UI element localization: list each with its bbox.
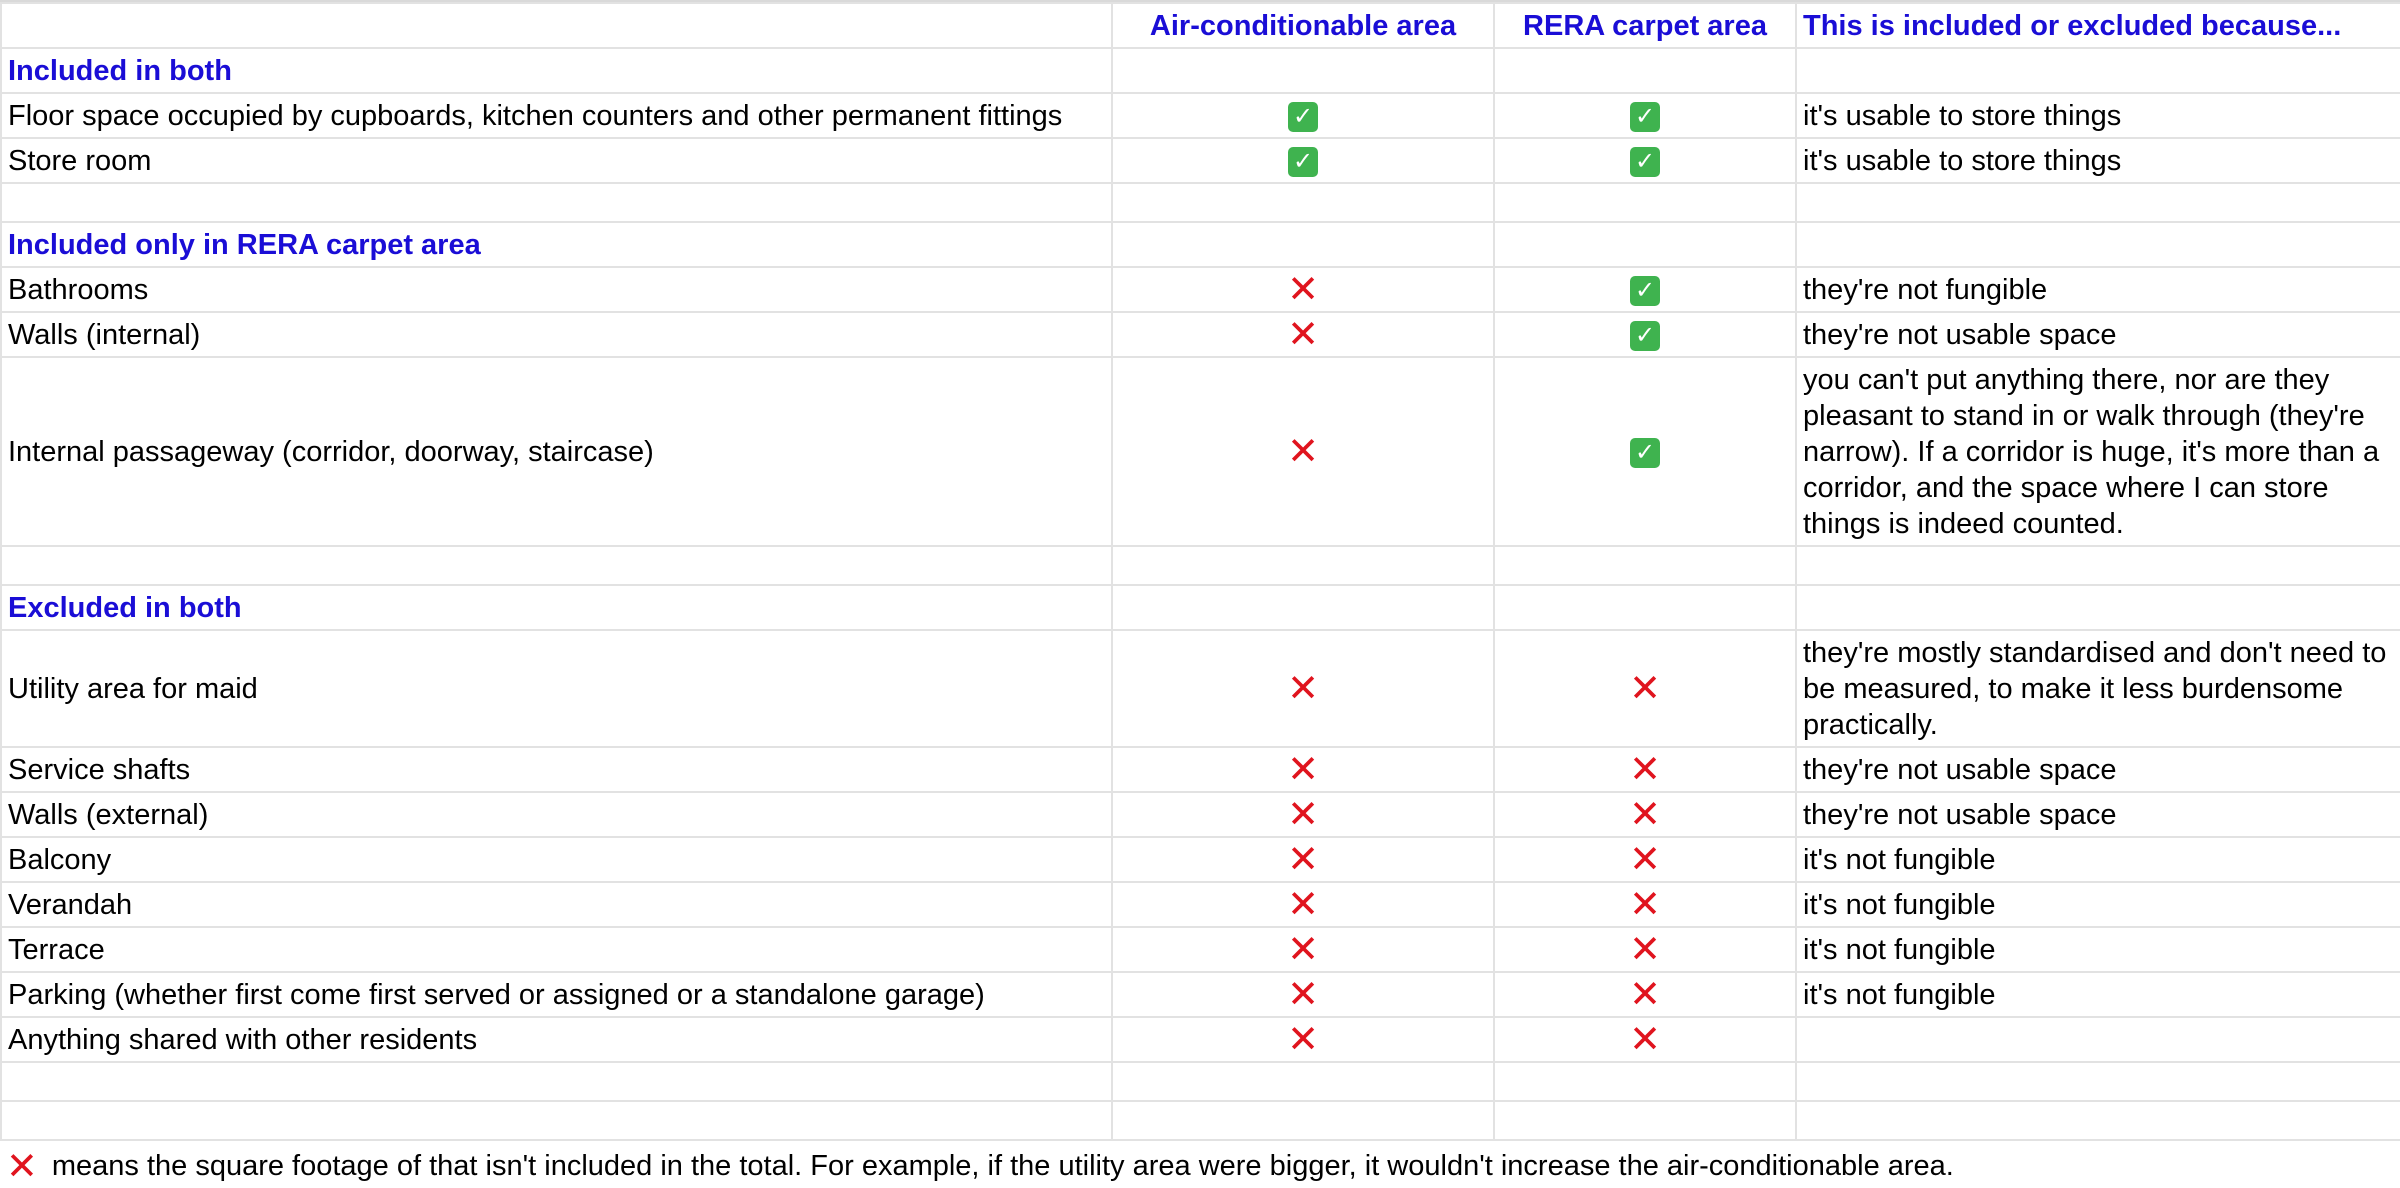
empty-row bbox=[1, 1062, 2400, 1101]
section-heading[interactable]: Included only in RERA carpet area bbox=[1, 222, 1112, 267]
table-row bbox=[1, 357, 2400, 546]
table-row bbox=[1, 882, 2400, 927]
rera-carpet-cell[interactable] bbox=[1494, 927, 1796, 972]
air-conditionable-cell[interactable] bbox=[1112, 312, 1494, 357]
cross-mark-icon: ✕ bbox=[1287, 314, 1319, 357]
empty-cell[interactable] bbox=[1112, 585, 1494, 630]
section-row bbox=[1, 585, 2400, 630]
item-label-cell[interactable]: Walls (external) bbox=[1, 792, 1112, 837]
empty-cell[interactable] bbox=[1, 183, 1112, 222]
cross-mark-icon: ✕ bbox=[1287, 668, 1319, 711]
empty-cell[interactable] bbox=[1796, 48, 2400, 93]
rera-carpet-cell[interactable] bbox=[1494, 972, 1796, 1017]
item-label-cell[interactable]: Parking (whether first come first served or assigned or a standalone garage) bbox=[1, 972, 1112, 1017]
item-label-cell[interactable]: Store room bbox=[1, 138, 1112, 183]
air-conditionable-cell[interactable] bbox=[1112, 630, 1494, 747]
empty-row bbox=[1, 183, 2400, 222]
item-label-cell[interactable]: Verandah bbox=[1, 882, 1112, 927]
cross-mark-icon: ✕ bbox=[1287, 929, 1319, 972]
cross-mark-icon: ✕ bbox=[1287, 884, 1319, 927]
item-label-cell[interactable]: Terrace bbox=[1, 927, 1112, 972]
empty-cell[interactable] bbox=[1796, 585, 2400, 630]
comparison-table bbox=[0, 2, 2400, 1141]
footer-note[interactable] bbox=[0, 1144, 2400, 1188]
rera-carpet-cell[interactable] bbox=[1494, 630, 1796, 747]
empty-row bbox=[1, 1101, 2400, 1140]
table-row bbox=[1, 312, 2400, 357]
reason-cell[interactable]: they're not usable space bbox=[1796, 792, 2400, 837]
check-mark-icon: ✓ bbox=[1630, 276, 1660, 306]
empty-cell[interactable] bbox=[1494, 222, 1796, 267]
item-label-cell[interactable]: Balcony bbox=[1, 837, 1112, 882]
reason-cell[interactable]: they're not fungible bbox=[1796, 267, 2400, 312]
table-body bbox=[1, 3, 2400, 1140]
cross-mark-icon: ✕ bbox=[1287, 269, 1319, 312]
reason-cell[interactable]: it's usable to store things bbox=[1796, 138, 2400, 183]
header-row bbox=[1, 3, 2400, 48]
cross-mark-icon: ✕ bbox=[1629, 749, 1661, 792]
table-row bbox=[1, 747, 2400, 792]
air-conditionable-cell[interactable] bbox=[1112, 792, 1494, 837]
cross-mark-icon: ✕ bbox=[1287, 431, 1319, 474]
air-conditionable-cell[interactable] bbox=[1112, 357, 1494, 546]
cross-mark-icon: ✕ bbox=[1287, 749, 1319, 792]
item-label-cell[interactable]: Walls (internal) bbox=[1, 312, 1112, 357]
empty-cell[interactable] bbox=[1112, 546, 1494, 585]
cross-mark-icon: ✕ bbox=[1629, 839, 1661, 882]
cross-mark-icon: ✕ bbox=[1629, 1019, 1661, 1062]
item-label-cell[interactable]: Service shafts bbox=[1, 747, 1112, 792]
rera-carpet-cell[interactable] bbox=[1494, 93, 1796, 138]
empty-cell[interactable] bbox=[1, 1062, 1112, 1101]
rera-carpet-cell[interactable] bbox=[1494, 882, 1796, 927]
table-row bbox=[1, 837, 2400, 882]
empty-cell[interactable] bbox=[1796, 183, 2400, 222]
check-mark-icon: ✓ bbox=[1288, 102, 1318, 132]
table-row bbox=[1, 972, 2400, 1017]
item-label-cell[interactable]: Bathrooms bbox=[1, 267, 1112, 312]
empty-row bbox=[1, 546, 2400, 585]
table-row bbox=[1, 1017, 2400, 1062]
air-conditionable-cell[interactable] bbox=[1112, 927, 1494, 972]
rera-carpet-cell[interactable] bbox=[1494, 1017, 1796, 1062]
check-mark-icon: ✓ bbox=[1630, 102, 1660, 132]
reason-cell[interactable]: you can't put anything there, nor are they pleasant to stand in or walk through (they're narrow). If a corridor is huge, it's more than a corridor, and the space where I can store things is indeed counted. bbox=[1796, 357, 2400, 546]
footer-note-text: means the square footage of that isn't included in the total. For example, if the utility area were bigger, it wouldn't increase the air-conditionable area. bbox=[51, 1150, 1954, 1182]
table-row bbox=[1, 267, 2400, 312]
item-label-cell[interactable]: Internal passageway (corridor, doorway, staircase) bbox=[1, 357, 1112, 546]
reason-cell[interactable]: it's not fungible bbox=[1796, 882, 2400, 927]
rera-carpet-cell[interactable] bbox=[1494, 837, 1796, 882]
header-cell-item[interactable] bbox=[1, 3, 1112, 48]
reason-cell[interactable]: it's not fungible bbox=[1796, 837, 2400, 882]
section-heading[interactable]: Excluded in both bbox=[1, 585, 1112, 630]
cross-mark-icon: ✕ bbox=[1629, 929, 1661, 972]
item-label-cell[interactable]: Floor space occupied by cupboards, kitchen counters and other permanent fittings bbox=[1, 93, 1112, 138]
empty-cell[interactable] bbox=[1494, 1062, 1796, 1101]
empty-cell[interactable] bbox=[1112, 48, 1494, 93]
empty-cell[interactable] bbox=[1796, 222, 2400, 267]
air-conditionable-cell[interactable] bbox=[1112, 93, 1494, 138]
check-mark-icon: ✓ bbox=[1288, 147, 1318, 177]
air-conditionable-cell[interactable] bbox=[1112, 882, 1494, 927]
table-row bbox=[1, 93, 2400, 138]
section-heading[interactable]: Included in both bbox=[1, 48, 1112, 93]
section-row bbox=[1, 222, 2400, 267]
cross-mark-icon: ✕ bbox=[1287, 974, 1319, 1017]
empty-cell[interactable] bbox=[1112, 1062, 1494, 1101]
empty-cell[interactable] bbox=[1, 546, 1112, 585]
cross-mark-icon: ✕ bbox=[6, 1146, 38, 1188]
empty-cell[interactable] bbox=[1494, 585, 1796, 630]
cross-mark-icon: ✕ bbox=[1287, 839, 1319, 882]
cross-mark-icon: ✕ bbox=[1629, 794, 1661, 837]
reason-cell[interactable]: it's not fungible bbox=[1796, 927, 2400, 972]
empty-cell[interactable] bbox=[1796, 546, 2400, 585]
empty-cell[interactable] bbox=[1494, 183, 1796, 222]
table-row bbox=[1, 138, 2400, 183]
air-conditionable-cell[interactable] bbox=[1112, 972, 1494, 1017]
check-mark-icon: ✓ bbox=[1630, 321, 1660, 351]
empty-cell[interactable] bbox=[1796, 1062, 2400, 1101]
rera-carpet-cell[interactable] bbox=[1494, 357, 1796, 546]
check-mark-icon: ✓ bbox=[1630, 438, 1660, 468]
air-conditionable-cell[interactable] bbox=[1112, 747, 1494, 792]
empty-cell[interactable] bbox=[1112, 222, 1494, 267]
cross-mark-icon: ✕ bbox=[1287, 794, 1319, 837]
air-conditionable-cell[interactable] bbox=[1112, 1017, 1494, 1062]
rera-carpet-cell[interactable] bbox=[1494, 747, 1796, 792]
rera-carpet-cell[interactable] bbox=[1494, 312, 1796, 357]
empty-cell[interactable] bbox=[1112, 183, 1494, 222]
rera-carpet-cell[interactable] bbox=[1494, 792, 1796, 837]
cross-mark-icon: ✕ bbox=[1287, 1019, 1319, 1062]
air-conditionable-cell[interactable] bbox=[1112, 267, 1494, 312]
table-row bbox=[1, 927, 2400, 972]
reason-cell[interactable] bbox=[1796, 1017, 2400, 1062]
reason-cell[interactable]: it's not fungible bbox=[1796, 972, 2400, 1017]
empty-cell[interactable] bbox=[1, 1101, 1112, 1140]
rera-carpet-cell[interactable] bbox=[1494, 138, 1796, 183]
empty-cell[interactable] bbox=[1112, 1101, 1494, 1140]
table-row bbox=[1, 630, 2400, 747]
cross-mark-icon: ✕ bbox=[1629, 884, 1661, 927]
section-row bbox=[1, 48, 2400, 93]
reason-cell[interactable]: it's usable to store things bbox=[1796, 93, 2400, 138]
cross-mark-icon: ✕ bbox=[1629, 974, 1661, 1017]
empty-cell[interactable] bbox=[1796, 1101, 2400, 1140]
header-cell-air-conditionable[interactable]: Air-conditionable area bbox=[1112, 3, 1494, 48]
item-label-cell[interactable]: Anything shared with other residents bbox=[1, 1017, 1112, 1062]
rera-carpet-cell[interactable] bbox=[1494, 267, 1796, 312]
item-label-cell[interactable]: Utility area for maid bbox=[1, 630, 1112, 747]
header-cell-reason[interactable]: This is included or excluded because... bbox=[1796, 3, 2400, 48]
header-cell-rera-carpet[interactable]: RERA carpet area bbox=[1494, 3, 1796, 48]
cross-mark-icon: ✕ bbox=[1629, 668, 1661, 711]
air-conditionable-cell[interactable] bbox=[1112, 837, 1494, 882]
table-row bbox=[1, 792, 2400, 837]
reason-cell[interactable]: they're mostly standardised and don't need to be measured, to make it less burdensome practically. bbox=[1796, 630, 2400, 747]
empty-cell[interactable] bbox=[1494, 1101, 1796, 1140]
empty-cell[interactable] bbox=[1494, 546, 1796, 585]
check-mark-icon: ✓ bbox=[1630, 147, 1660, 177]
reason-cell[interactable]: they're not usable space bbox=[1796, 312, 2400, 357]
reason-cell[interactable]: they're not usable space bbox=[1796, 747, 2400, 792]
empty-cell[interactable] bbox=[1494, 48, 1796, 93]
air-conditionable-cell[interactable] bbox=[1112, 138, 1494, 183]
